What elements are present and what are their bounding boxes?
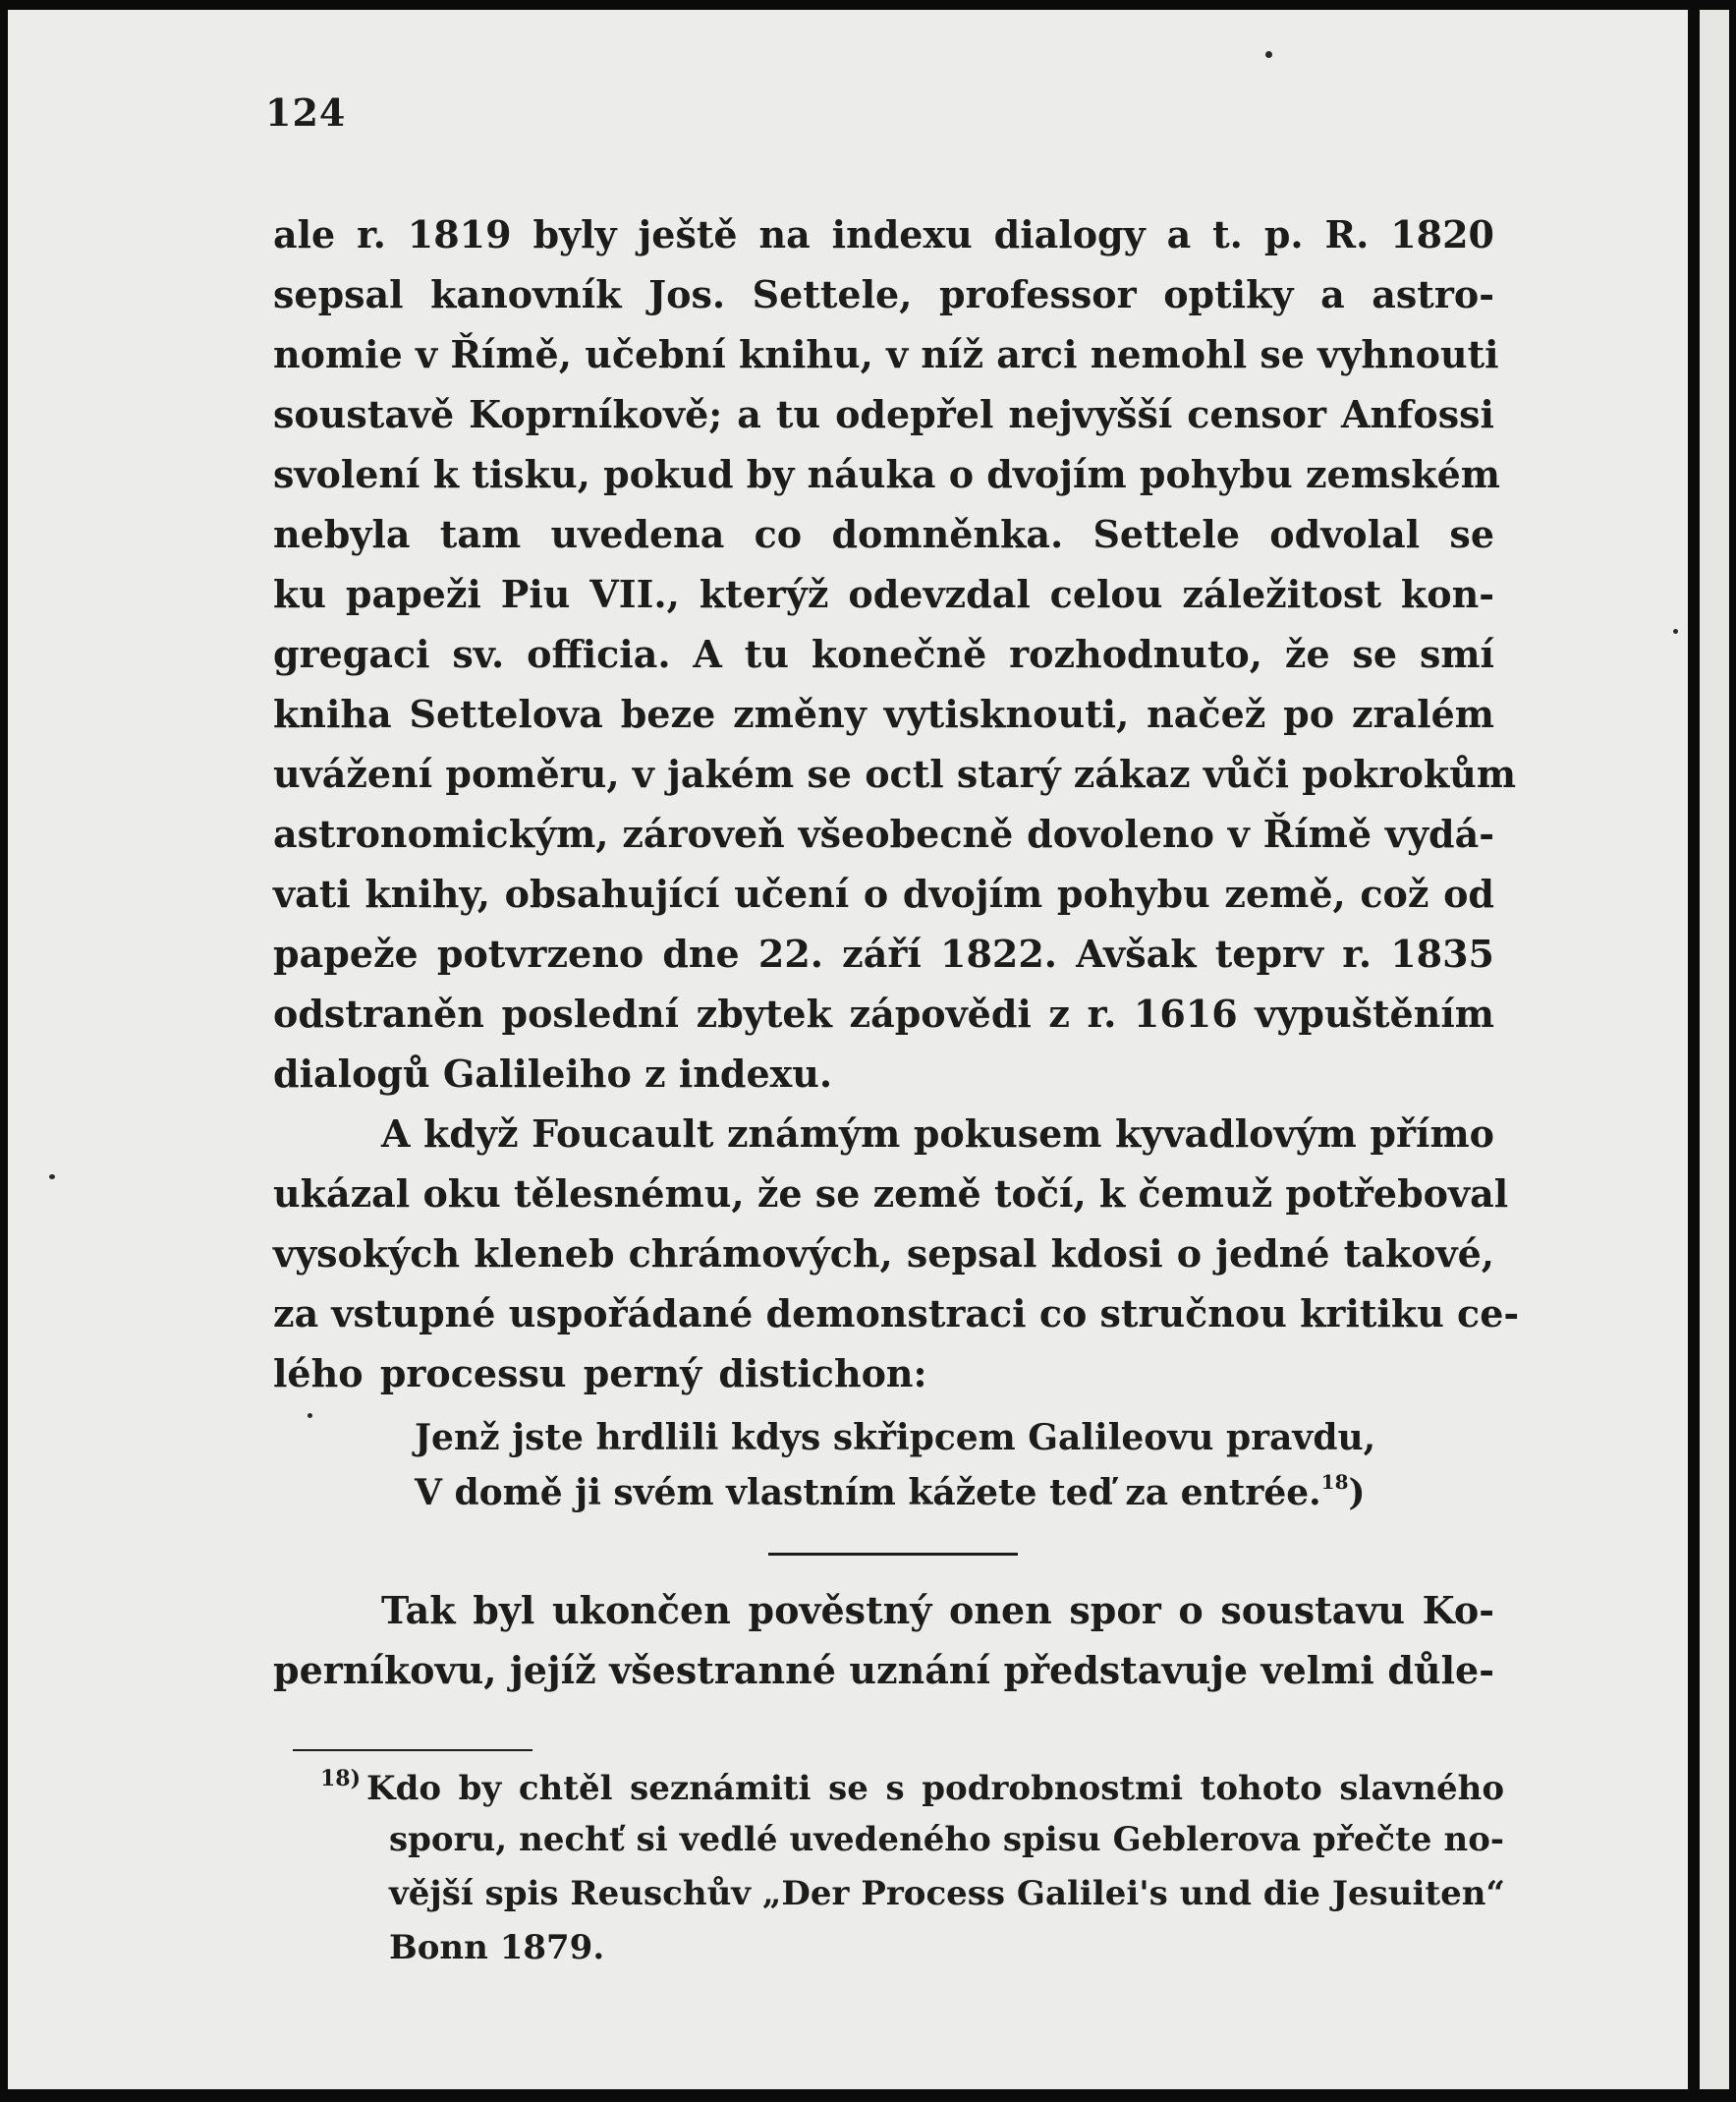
body-line: A když Foucault známým pokusem kyvadlovým přímo xyxy=(381,1111,1494,1156)
page-number: 124 xyxy=(265,90,347,135)
note-reference[interactable]: 18 xyxy=(1320,1470,1349,1494)
body-line: dialogů Galileiho z indexu. xyxy=(273,1051,833,1096)
body-line: soustavě Koprníkově; a tu odepřel nejvyšší censor Anfossi xyxy=(273,392,1494,436)
verse-line-2 xyxy=(415,1470,1366,1513)
body-line: papeže potvrzeno dne 22. září 1822. Avšak teprv r. 1835 xyxy=(273,932,1494,976)
page-edge-shadow xyxy=(1688,10,1700,2089)
verse-line-1: Jenž jste hrdlili kdys skřipcem Galileovu pravdu, xyxy=(415,1417,1376,1458)
body-line: kniha Settelova beze změny vytisknouti, načež po zralém xyxy=(273,692,1494,736)
section-rule xyxy=(768,1553,1018,1556)
print-speck xyxy=(1673,629,1678,634)
footnote-line xyxy=(320,1766,1504,1808)
body-line: perníkovu, jejíž všestranné uznání představuje velmi důle- xyxy=(273,1648,1494,1692)
verse-close: ) xyxy=(1348,1472,1366,1513)
body-line: svolení k tisku, pokud by náuka o dvojím pohybu zemském xyxy=(273,452,1501,496)
body-line: ukázal oku tělesnému, že se země točí, k čemuž potřeboval xyxy=(273,1171,1509,1216)
body-line: za vstupné uspořádané demonstraci co stručnou kritiku ce- xyxy=(273,1291,1520,1335)
body-line: ale r. 1819 byly ještě na indexu dialogy a t. p. R. 1820 xyxy=(273,212,1494,256)
footnote-line: vější spis Reuschův „Der Process Galilei's und die Jesuiten“ xyxy=(389,1874,1505,1913)
body-line: Tak byl ukončen pověstný onen spor o soustavu Ko- xyxy=(381,1588,1494,1632)
footnote-marker xyxy=(320,1766,361,1791)
body-line: odstraněn poslední zbytek zápovědi z r. 1616 vypuštěním xyxy=(273,992,1494,1036)
body-line: sepsal kanovník Jos. Settele, professor optiky a astro- xyxy=(273,272,1494,316)
print-speck xyxy=(49,1174,55,1179)
footnote-line: Bonn 1879. xyxy=(389,1928,605,1967)
verse-text: V domě ji svém vlastním kážete teď za entrée. xyxy=(415,1472,1321,1513)
book-page xyxy=(8,10,1700,2089)
footnote-text: Kdo by chtěl seznámiti se s podrobnostmi tohoto slavného xyxy=(366,1769,1504,1808)
footnote-marker-close: ) xyxy=(350,1766,362,1791)
body-line: lého processu perný distichon: xyxy=(273,1351,927,1395)
body-line: vysokých kleneb chrámových, sepsal kdosi o jedné takové, xyxy=(273,1231,1494,1276)
body-line: vati knihy, obsahující učení o dvojím pohybu země, což od xyxy=(273,872,1494,916)
print-speck xyxy=(1265,51,1272,58)
body-line: gregaci sv. officia. A tu konečně rozhodnuto, že se smí xyxy=(273,632,1494,676)
body-line: ku papeži Piu VII., kterýž odevzdal celou záležitost kon- xyxy=(273,572,1494,616)
body-line: uvážení poměru, v jakém se octl starý zákaz vůči pokrokům xyxy=(273,752,1517,796)
footnote-line: sporu, nechť si vedlé uvedeného spisu Geblerova přečte no- xyxy=(389,1820,1504,1859)
body-line: nomie v Římě, učební knihu, v níž arci nemohl se vyhnouti xyxy=(273,332,1499,376)
footnote-marker-number: 18 xyxy=(320,1766,351,1791)
body-line: nebyla tam uvedena co domněnka. Settele odvolal se xyxy=(273,512,1494,556)
footnote-rule xyxy=(293,1749,532,1751)
print-speck xyxy=(308,1413,312,1418)
body-line: astronomickým, zároveň všeobecně dovoleno v Římě vydá- xyxy=(273,812,1494,856)
page-edge-strip xyxy=(1700,10,1729,2089)
